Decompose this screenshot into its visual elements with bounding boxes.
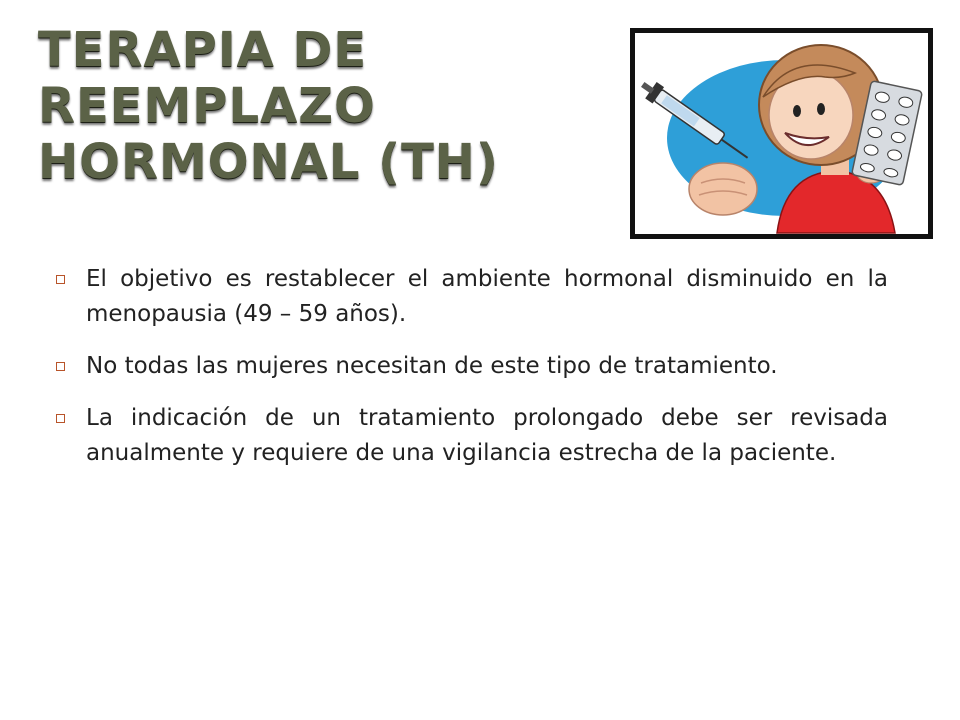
bullet-item [54,262,888,332]
bullet-text: El objetivo es restablecer el ambiente hormonal disminuido en la menopausia (49 – 59 años). [86,266,888,327]
square-bullet-icon [56,275,65,284]
square-bullet-icon [56,414,65,423]
title-line-3: HORMONAL (TH) [38,134,499,190]
slide-title [38,22,598,190]
bullet-list [54,262,888,488]
bullet-item [54,401,888,471]
bullet-text: No todas las mujeres necesitan de este tipo de tratamiento. [86,353,778,379]
bullet-item [54,349,888,384]
square-bullet-icon [56,362,65,371]
title-line-2: REEMPLAZO [38,78,376,134]
bullet-text: La indicación de un tratamiento prolongado debe ser revisada anualmente y requiere de una vigilancia estrecha de la paciente. [86,405,888,466]
title-line-1: TERAPIA DE [38,22,368,78]
hormone-therapy-illustration [630,28,933,239]
